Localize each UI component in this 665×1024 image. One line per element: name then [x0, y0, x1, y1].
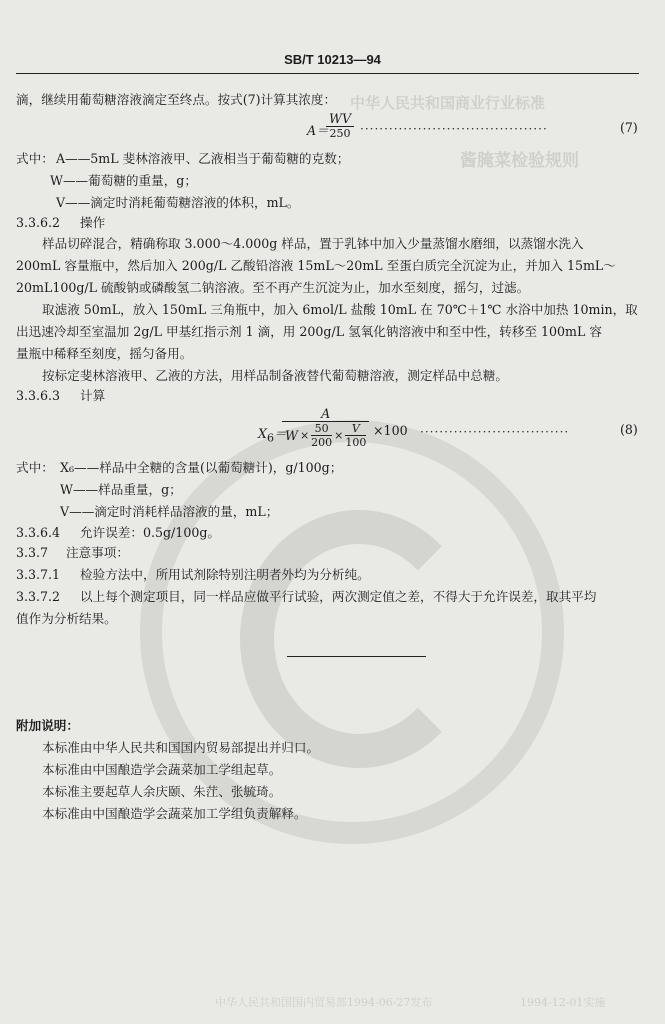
operation-line: 200mL 容量瓶中，然后加入 200g/L 乙酸铅溶液 15mL～20mL 至蛋白质完全沉淀为止，并加入 15mL～	[16, 258, 616, 273]
formula7-number: (7)	[620, 120, 638, 135]
formula8-denominator: W × $\frac{50}{200}$ × $\frac{V}{100}$	[285, 422, 367, 449]
formula7-numerator: WV	[329, 111, 352, 126]
header-rule	[16, 73, 639, 74]
where2-lead: 式中：	[16, 460, 54, 475]
where2-item: W——样品重量，g；	[60, 482, 182, 497]
item-number: 3.3.7.2	[16, 589, 61, 604]
appendix-line: 本标准由中国酿造学会蔬菜加工学组起草。	[42, 762, 282, 777]
bleed-through-title: 中华人民共和国商业行业标准	[350, 94, 546, 112]
intro-line: 滴，继续用葡萄糖溶液滴定至终点。按式(7)计算其浓度：	[16, 92, 337, 107]
appendix-line: 本标准由中国酿造学会蔬菜加工学组负责解释。	[42, 806, 307, 821]
appendix-line: 本标准主要起草人余庆颐、朱茳、张毓琦。	[42, 784, 282, 799]
item-text: 允许误差：0.5g/100g。	[80, 525, 220, 540]
bleed-through-issue: 中华人民共和国国内贸易部1994-06-27发布	[215, 996, 433, 1009]
formula7-leader: ·······································	[360, 122, 548, 136]
appendix-title: 附加说明：	[16, 718, 79, 733]
operation-line: 取滤液 50mL，放入 150mL 三角瓶中，加入 6mol/L 盐酸 10mL 在 70℃＋1℃ 水浴中加热 10min，取	[42, 302, 638, 317]
operation-line: 按标定斐林溶液甲、乙液的方法，用样品制备液替代葡萄糖溶液，测定样品中总糖。	[42, 368, 508, 383]
where2-item: V——滴定时消耗样品溶液的量，mL；	[60, 504, 279, 519]
formula8-numerator: A	[321, 406, 331, 421]
formula8-fraction	[282, 406, 369, 449]
standard-code-header: SB/T 10213—94	[284, 52, 381, 67]
where1-item: W——葡萄糖的重量，g；	[50, 173, 197, 188]
item-text: 检验方法中，所用试剂除特别注明者外均为分析纯。	[80, 567, 370, 582]
formula8-multiplier: ×100	[373, 423, 408, 438]
section-3363-title: 计算	[80, 388, 106, 403]
formula8-number: (8)	[620, 422, 638, 437]
formula7-lhs: A＝	[307, 123, 329, 138]
formula7-fraction	[326, 111, 354, 140]
bleed-through-subtitle: 酱腌菜检验规则	[460, 151, 579, 171]
operation-line: 量瓶中稀释至刻度，摇匀备用。	[16, 346, 193, 361]
item-continuation: 值作为分析结果。	[16, 611, 117, 626]
formula8-lhs: $X_6=$	[258, 426, 287, 445]
bleed-through-implement: 1994-12-01实施	[520, 996, 606, 1009]
item-text: 注意事项：	[66, 545, 129, 560]
operation-line: 出迅速冷却至室温加 2g/L 甲基红指示剂 1 滴，用 200g/L 氢氧化钠溶液中和至中性，转移至 100mL 容	[16, 324, 602, 339]
item-text: 以上每个测定项目，同一样品应做平行试验，两次测定值之差，不得大于允许误差，取其平均	[80, 589, 597, 604]
section-3362-title: 操作	[80, 215, 106, 230]
section-3363-number: 3.3.6.3	[16, 388, 61, 403]
where1-item: V——滴定时消耗葡萄糖溶液的体积，mL。	[56, 195, 300, 210]
seal-watermark-inner	[240, 510, 478, 768]
end-rule	[287, 656, 426, 657]
where1-item: A——5mL 斐林溶液甲、乙液相当于葡萄糖的克数；	[56, 151, 350, 166]
formula8-leader: ·······························	[420, 425, 570, 439]
item-number: 3.3.7.1	[16, 567, 61, 582]
operation-line: 样品切碎混合，精确称取 3.000～4.000g 样品，置于乳钵中加入少量蒸馏水磨细，以蒸馏水洗入	[42, 236, 584, 251]
appendix-line: 本标准由中华人民共和国国内贸易部提出并归口。	[42, 740, 320, 755]
where1-lead: 式中：	[16, 151, 54, 166]
section-3362-number: 3.3.6.2	[16, 215, 61, 230]
item-number: 3.3.7	[16, 545, 49, 560]
operation-line: 20mL100g/L 硫酸钠或磷酸氢二钠溶液。至不再产生沉淀为止，加水至刻度，摇匀，过滤。	[16, 280, 530, 295]
where2-item: X₆——样品中全糖的含量(以葡萄糖计)，g/100g；	[60, 460, 343, 475]
item-number: 3.3.6.4	[16, 525, 61, 540]
formula7-denominator: 250	[329, 127, 351, 140]
